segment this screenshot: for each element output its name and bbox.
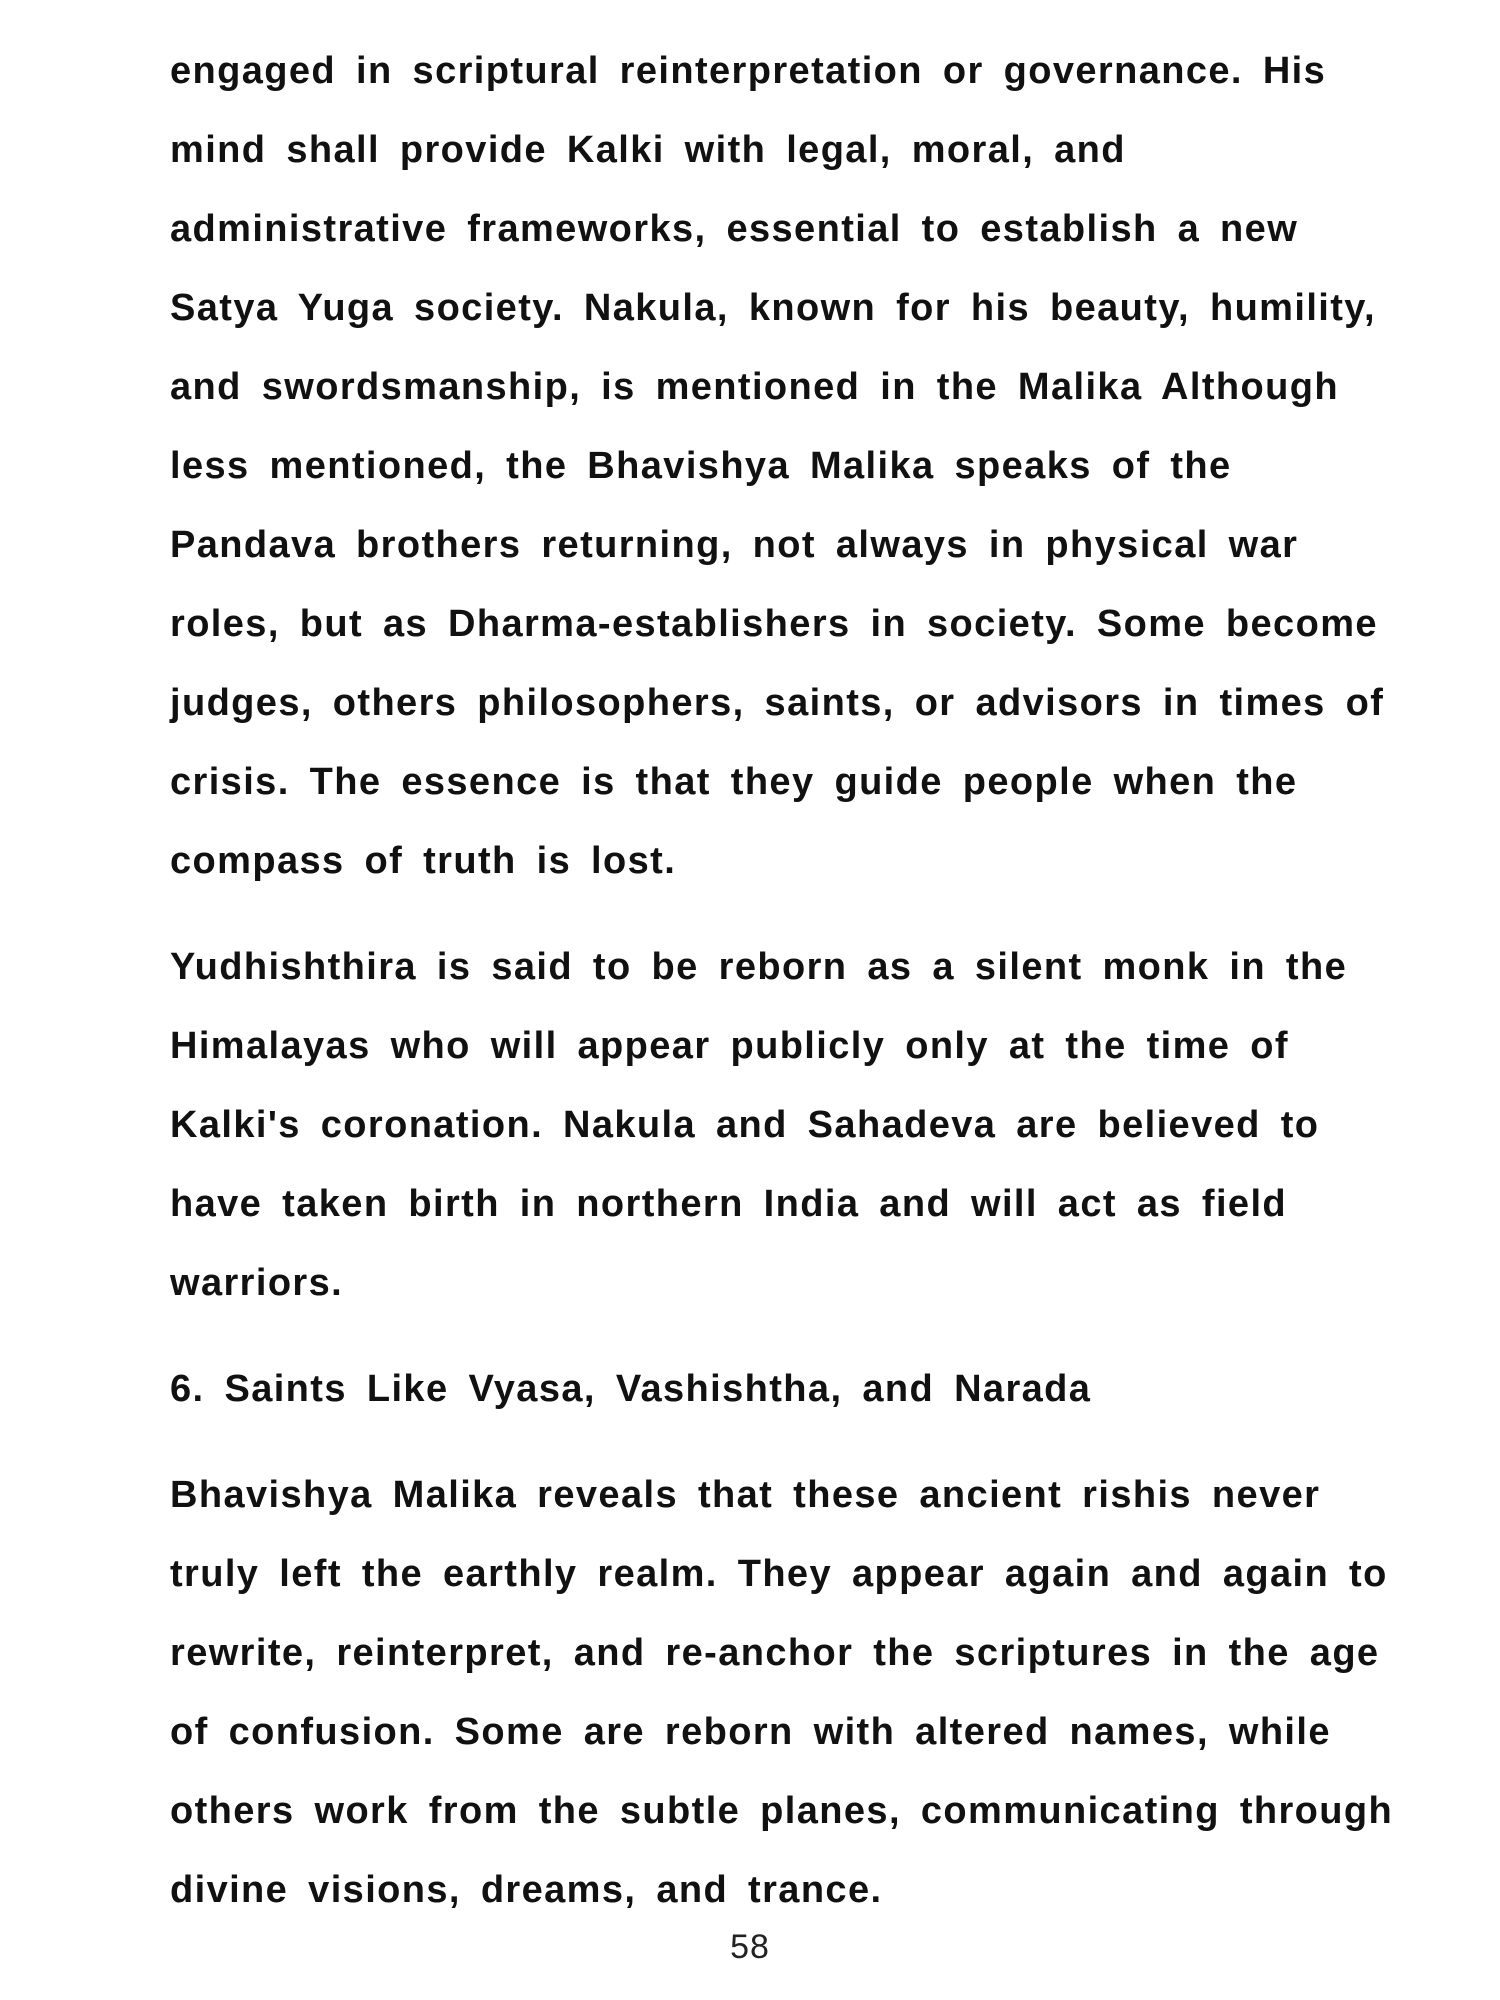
paragraph-saints: Bhavishya Malika reveals that these ancient rishis never truly left the earthly realm. They appear again and again to rewrite, reinterpret, and re-anchor the scriptures in the age of confusion. Some are reborn with altered names, while others work from the subtle planes, communicating through divine visions, dreams, and trance. <box>170 1474 1394 1911</box>
paragraph-pandava-roles: engaged in scriptural reinterpretation or governance. His mind shall provide Kalki with legal, moral, and administrative frameworks, essential to establish a new Satya Yuga society. Nakula, known for his beauty, humility, and swordsmanship, is mentioned in the Malika Although less mentioned, the Bhavishya Malika speaks of the Pandava brothers returning, not always in physical war roles, but as Dharma-establishers in society. Some become judges, others philosophers, saints, or advisors in times of crisis. The essence is that they guide people when the compass of truth is lost. <box>170 50 1385 882</box>
paragraph-yudhishthira: Yudhishthira is said to be reborn as a silent monk in the Himalayas who will appear publicly only at the time of Kalki's coronation. Nakula and Sahadeva are believed to have taken birth in northern India and will act as field warriors. <box>170 946 1348 1304</box>
document-page <box>170 32 1400 1930</box>
section-heading: 6. Saints Like Vyasa, Vashishtha, and Narada <box>170 1368 1092 1410</box>
page-number: 58 <box>730 1928 770 1966</box>
